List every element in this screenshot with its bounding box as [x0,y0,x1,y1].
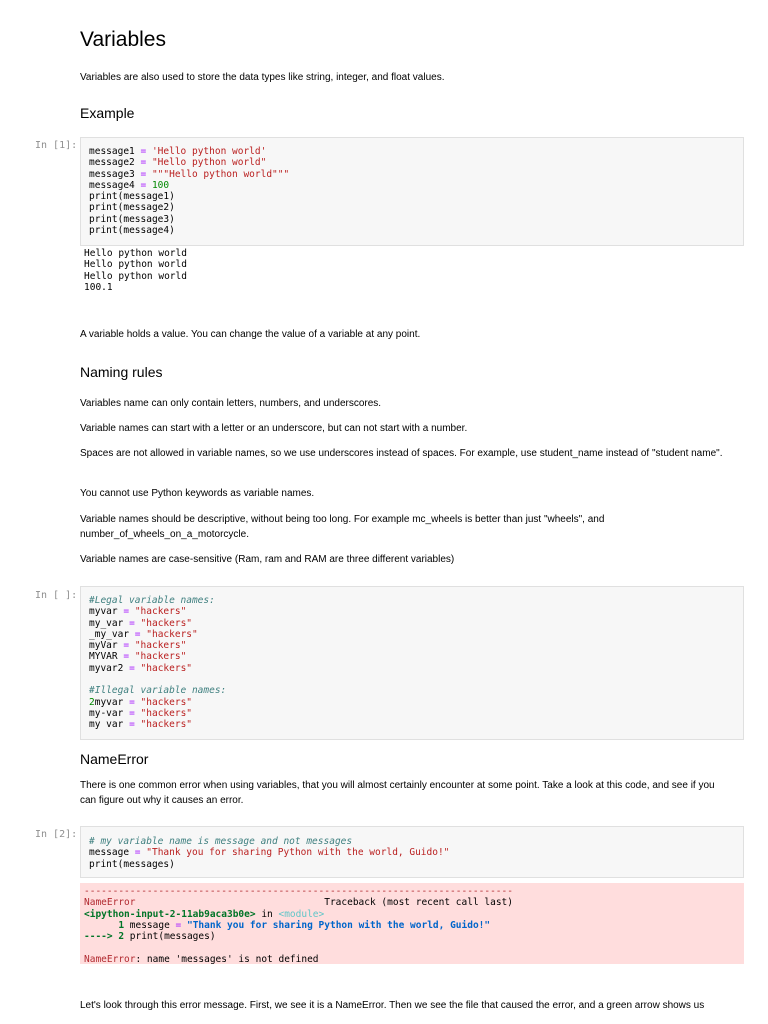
cell2-prompt: In [ ]: [35,590,78,601]
code-cell-2[interactable] [80,586,744,740]
code-line: message3 = """Hello python world""" [89,168,290,180]
nameerror-text: There is one common error when using variables, that you will almost certainly encounter at some point. Take a look at this code, and see if you can figure out why it causes an error. [80,780,715,806]
cell3-code[interactable]: # my variable name is message and not messages message = "Thank you for sharing Python with the world, Guido!" print(messages) [89,836,450,870]
naming-rule: Spaces are not allowed in variable names, so we use underscores instead of spaces. For example, use student_name instead of "student name". [80,448,723,459]
cell3-prompt: In [2]: [35,829,78,840]
traceback: --------------------------------------------------------------------------- NameError Traceback (most recent call last) <ipython-input-2-11ab9aca3b0e> in <module> 1 message = "Thank you for sharing Python with the world, Guido!" ----> 2 print(messages) NameError: name 'messages' is not defined [84,886,513,965]
naming-rule: Variables name can only contain letters, numbers, and underscores. [80,398,382,409]
code-line: message1 = 'Hello python world' [89,146,267,157]
cell1-prompt: In [1]: [35,140,78,151]
page-title: Variables [80,28,166,51]
naming-rule: Variable names can start with a letter or an underscore, but can not start with a number. [80,423,468,434]
code-line: message4 = 100 [89,179,170,191]
cell1-output: Hello python world Hello python world Hello python world 100.1 [84,248,187,293]
variable-description: A variable holds a value. You can change the value of a variable at any point. [80,329,421,340]
nameerror-heading: NameError [80,751,149,767]
cell2-code[interactable]: #Legal variable names: myvar = "hackers" my_var = "hackers" _my_var = "hackers" myVar = "hackers" MYVAR = "hackers" myvar2 = "hackers" #Illegal variable names: 2myvar = "hackers" my-var = "hackers" my var = "hackers" [89,595,227,731]
code-cell-3[interactable] [80,826,744,878]
error-output [80,883,744,964]
naming-rule: You cannot use Python keywords as variable names. [80,488,315,499]
naming-rules-heading: Naming rules [80,364,163,380]
code-line: message2 = "Hello python world" [89,157,267,169]
code-line: print(message4) [89,225,175,237]
cell1-code[interactable] [89,146,289,236]
example-heading: Example [80,105,135,121]
code-line: print(message1) [89,191,175,203]
error-name: NameError [84,897,136,909]
closing-text: Let's look through this error message. First, we see it is a NameError. Then we see the file that caused the error, and a green arrow shows us [80,1000,705,1011]
naming-rule: Variable names should be descriptive, without being too long. For example mc_wheels is better than just "wheels", and number_of_wheels_on_a_motorcycle. [80,514,605,540]
code-line: print(message3) [89,213,175,225]
intro-text: Variables are also used to store the data types like string, integer, and float values. [80,72,445,83]
naming-rule: Variable names are case-sensitive (Ram, ram and RAM are three different variables) [80,554,455,565]
code-line: print(message2) [89,202,175,214]
code-cell-1[interactable] [80,137,744,246]
